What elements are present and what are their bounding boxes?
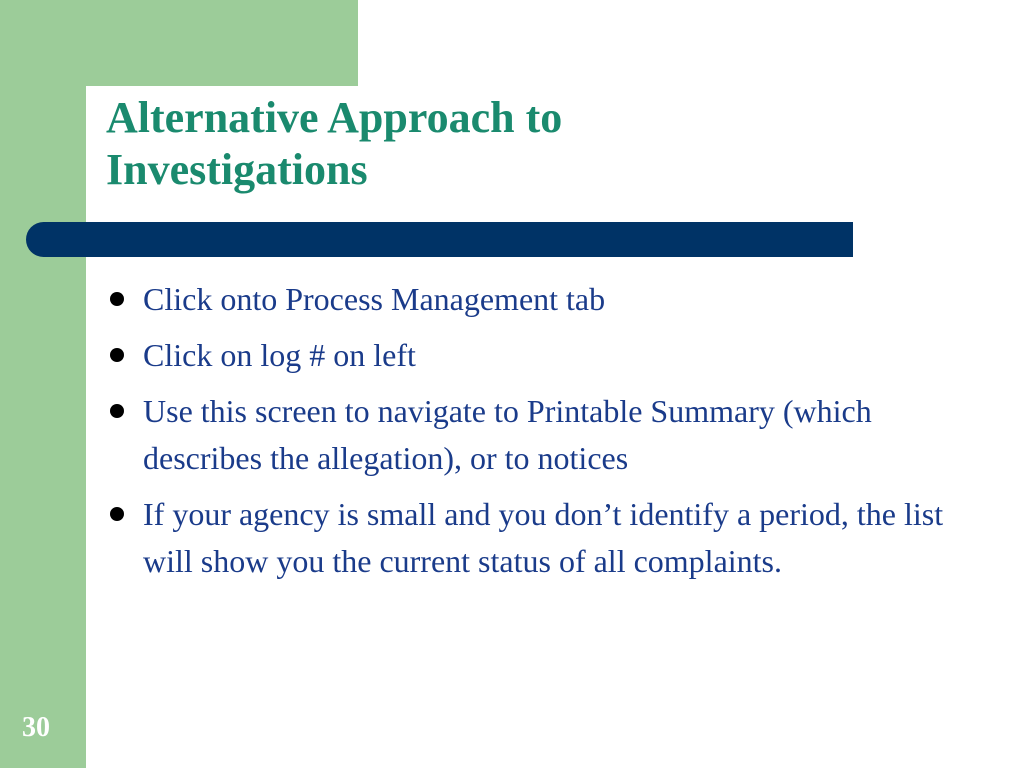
bullet-icon	[110, 292, 124, 306]
title-divider-bar	[26, 222, 853, 257]
bullet-item	[106, 491, 966, 585]
slide-title	[106, 92, 806, 196]
slide-title-line-1: Alternative Approach to	[106, 93, 563, 142]
bullet-text: Click on log # on left	[143, 337, 416, 373]
bullet-text: If your agency is small and you don’t identify a period, the list will show you the current status of all complaints.	[143, 496, 944, 579]
bullet-icon	[110, 507, 124, 521]
bullet-list	[106, 276, 966, 594]
bullet-item	[106, 332, 966, 379]
top-accent-band	[0, 0, 358, 86]
bullet-item	[106, 388, 966, 482]
bullet-icon	[110, 404, 124, 418]
left-accent-band	[0, 0, 86, 768]
slide-title-line-2: Investigations	[106, 145, 368, 194]
bullet-item	[106, 276, 966, 323]
bullet-icon	[110, 348, 124, 362]
bullet-text: Use this screen to navigate to Printable Summary (which describes the allegation), or to notices	[143, 393, 872, 476]
page-number: 30	[22, 712, 50, 743]
bullet-text: Click onto Process Management tab	[143, 281, 606, 317]
